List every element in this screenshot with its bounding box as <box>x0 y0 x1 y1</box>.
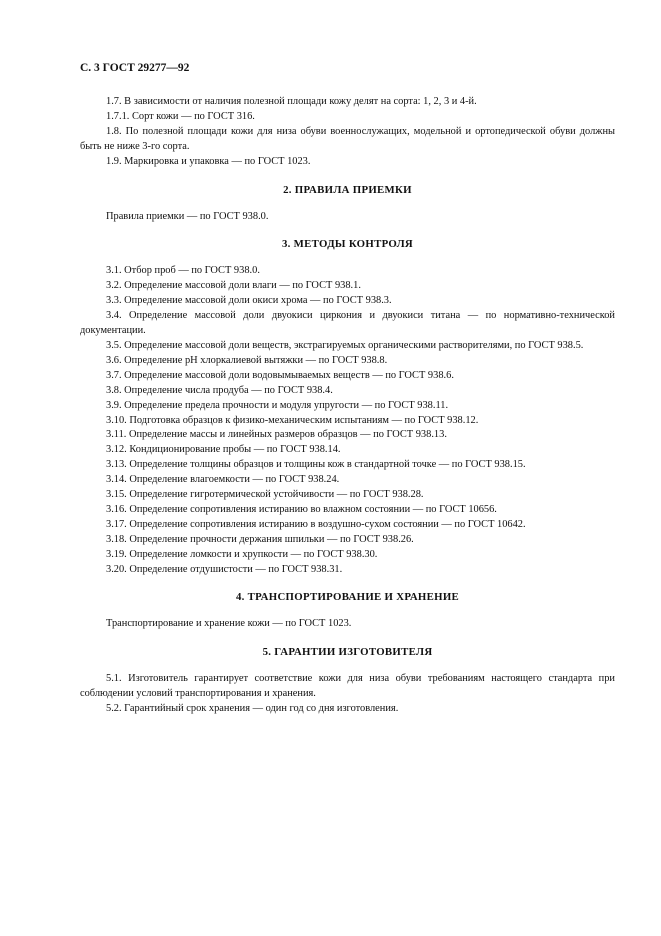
paragraph-3-12: 3.12. Кондиционирование пробы — по ГОСТ 938.14. <box>106 444 341 456</box>
paragraph-1-7: 1.7. В зависимости от наличия полезной площади кожу делят на сорта: 1, 2, 3 и 4-й. <box>106 96 477 107</box>
paragraph-3-14: 3.14. Определение влагоемкости — по ГОСТ 938.24. <box>106 474 340 486</box>
paragraph-3-17: 3.17. Определение сопротивления истиранию в воздушно-сухом состоянии — по ГОСТ 10642. <box>106 518 526 530</box>
section-4-title: 4. ТРАНСПОРТИРОВАНИЕ И ХРАНЕНИЕ <box>235 591 460 604</box>
paragraph-3-20: 3.20. Определение отдушистости — по ГОСТ 938.31. <box>106 563 343 575</box>
paragraph-3-8: 3.8. Определение числа продуба — по ГОСТ 938.4. <box>106 384 333 396</box>
paragraph-3-6: 3.6. Определение pH хлоркалиевой вытяжки — по ГОСТ 938.8. <box>106 354 388 366</box>
paragraph-3-4: 3.4. Определение массовой доли двуокиси циркония и двуокиси титана — по нормативно-технической документации. <box>80 310 615 337</box>
paragraph-3-15: 3.15. Определение гигротермической устойчивости — по ГОСТ 938.28. <box>106 489 424 501</box>
paragraph-1-8: 1.8. По полезной площади кожи для низа обуви военнослужащих, модельной и ортопедической обуви должны быть не ниже 3-го сорта. <box>80 125 615 152</box>
paragraph-3-16: 3.16. Определение сопротивления истиранию во влажном состоянии — по ГОСТ 10656. <box>106 503 497 515</box>
paragraph-3-7: 3.7. Определение массовой доли водовымываемых веществ — по ГОСТ 938.6. <box>106 369 454 381</box>
paragraph-3-19: 3.19. Определение ломкости и хрупкости — по ГОСТ 938.30. <box>106 548 378 560</box>
paragraph-1-9: 1.9. Маркировка и упаковка — по ГОСТ 1023. <box>106 155 311 167</box>
paragraph-3-3: 3.3. Определение массовой доли окиси хрома — по ГОСТ 938.3. <box>106 295 392 307</box>
paragraph-5-2: 5.2. Гарантийный срок хранения — один год со дня изготовления. <box>106 703 399 715</box>
paragraph-5-1: 5.1. Изготовитель гарантирует соответствие кожи для низа обуви требованиям настоящего стандарта при соблюдении условий транспортирования и хранения. <box>80 673 615 700</box>
paragraph-3-5: 3.5. Определение массовой доли веществ, экстрагируемых органическими растворителями, по ГОСТ 938.5. <box>106 339 584 351</box>
paragraph-3-10: 3.10. Подготовка образцов к физико-механическим испытаниям — по ГОСТ 938.12. <box>106 414 479 426</box>
section-2-title: 2. ПРАВИЛА ПРИЕМКИ <box>283 183 412 196</box>
section-3-title: 3. МЕТОДЫ КОНТРОЛЯ <box>281 238 414 251</box>
paragraph-3-9: 3.9. Определение предела прочности и модуля упругости — по ГОСТ 938.11. <box>106 399 449 411</box>
paragraph-3-13: 3.13. Определение толщины образцов и толщины кож в стандартной точке — по ГОСТ 938.15. <box>106 459 526 471</box>
page-header: С. 3 ГОСТ 29277—92 <box>80 62 190 74</box>
paragraph-3-11: 3.11. Определение массы и линейных размеров образцов — по ГОСТ 938.13. <box>106 429 447 441</box>
section-4-text: Транспортирование и хранение кожи — по ГОСТ 1023. <box>106 618 352 630</box>
paragraph-3-18: 3.18. Определение прочности держания шпильки — по ГОСТ 938.26. <box>106 533 414 545</box>
paragraph-3-1: 3.1. Отбор проб — по ГОСТ 938.0. <box>106 265 260 277</box>
paragraph-1-7-1: 1.7.1. Сорт кожи — по ГОСТ 316. <box>106 110 255 122</box>
document-page <box>80 62 615 717</box>
paragraph-3-2: 3.2. Определение массовой доли влаги — по ГОСТ 938.1. <box>106 280 361 292</box>
section-2-text: Правила приемки — по ГОСТ 938.0. <box>106 210 269 222</box>
section-5-title: 5. ГАРАНТИИ ИЗГОТОВИТЕЛЯ <box>262 646 433 659</box>
